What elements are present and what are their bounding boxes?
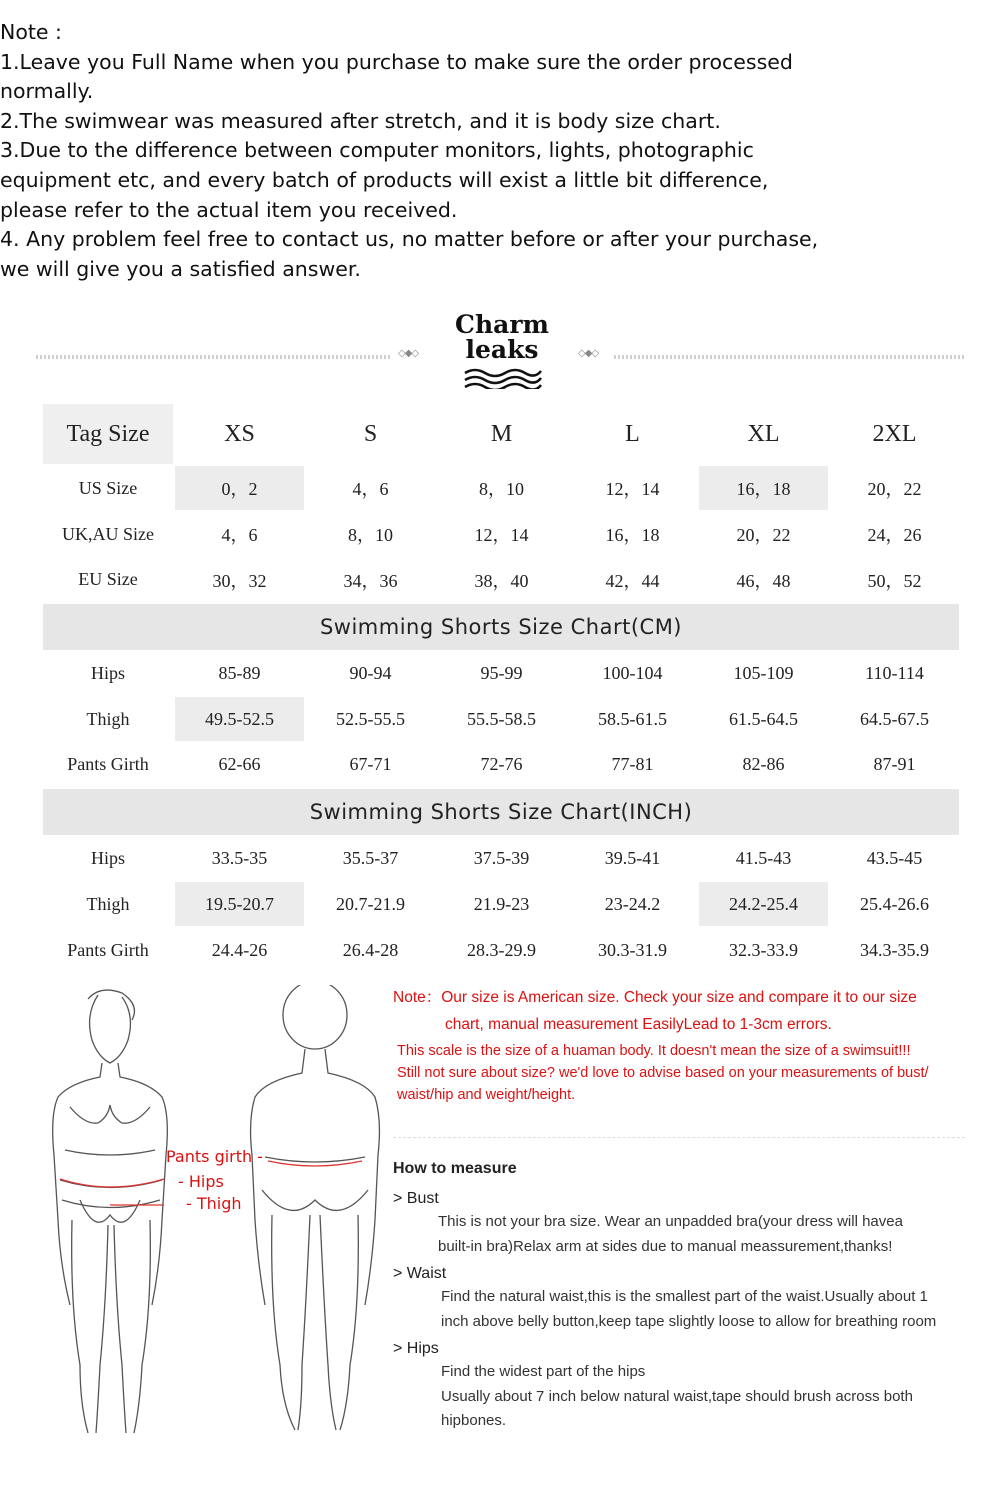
size-chart-table: [41, 402, 961, 974]
table-cell: 50，52: [829, 557, 960, 603]
note-heading: Note :: [0, 20, 62, 44]
bust-desc-1: This is not your bra size. Wear an unpadded bra(your dress will havea: [438, 1213, 903, 1230]
body-figure-illustration: [40, 985, 390, 1445]
table-cell: 0，2: [174, 465, 305, 511]
table-cell: 46，48: [698, 557, 829, 603]
table-cell: 58.5-61.5: [567, 696, 698, 742]
table-cell: 8，10: [305, 511, 436, 557]
table-cell: 87-91: [829, 742, 960, 788]
table-cell: 90-94: [305, 651, 436, 697]
divider-right: [614, 355, 964, 359]
row-label: US Size: [42, 465, 174, 511]
table-cell: 55.5-58.5: [436, 696, 567, 742]
table-cell: 33.5-35: [174, 836, 305, 882]
diamond-icon-right: ◇◆◇: [578, 348, 599, 359]
table-cell: 41.5-43: [698, 836, 829, 882]
dashed-divider: [393, 1137, 965, 1138]
notes-block: [0, 18, 820, 284]
table-cell: 12，14: [436, 511, 567, 557]
note-line-3: This scale is the size of a huaman body. It doesn't mean the size of a swimsuit!!!: [397, 1043, 911, 1059]
hips-desc-2: Usually about 7 inch below natural waist,tape should brush across both: [441, 1387, 913, 1405]
note-3: 3.Due to the difference between computer monitors, lights, photographic equipment etc, and every batch of products will exist a little bit difference, please refer to the actual item you received.: [0, 138, 769, 222]
table-cell: 20.7-21.9: [305, 881, 436, 927]
table-cell: 85-89: [174, 651, 305, 697]
table-cell: 95-99: [436, 651, 567, 697]
brand-logo-line2: leaks: [465, 335, 539, 364]
measurement-note: [393, 985, 993, 1106]
row-label: Thigh: [42, 881, 174, 927]
table-cell: 20，22: [698, 511, 829, 557]
table-cell: 30.3-31.9: [567, 927, 698, 973]
brand-header: [0, 312, 1000, 392]
waist-title: > Waist: [393, 1265, 447, 1282]
table-cell: 38，40: [436, 557, 567, 603]
header-cell: L: [567, 403, 698, 465]
table-row: [42, 742, 960, 788]
brand-logo-line1: Charm: [455, 310, 549, 339]
table-cell: 82-86: [698, 742, 829, 788]
table-cell: 26.4-28: [305, 927, 436, 973]
row-label: Pants Girth: [42, 927, 174, 973]
table-row: [42, 696, 960, 742]
table-row: [42, 465, 960, 511]
table-row: [42, 927, 960, 973]
diamond-icon-left: ◇◆◇: [398, 348, 419, 359]
table-cell: 37.5-39: [436, 836, 567, 882]
header-cell: XL: [698, 403, 829, 465]
table-cell: 49.5-52.5: [174, 696, 305, 742]
pants-girth-label: Pants girth -: [166, 1147, 264, 1166]
table-row: [42, 651, 960, 697]
section-title-cm: Swimming Shorts Size Chart(CM): [42, 603, 960, 651]
header-cell: 2XL: [829, 403, 960, 465]
section-row-inch: [42, 788, 960, 836]
header-cell: S: [305, 403, 436, 465]
table-cell: 62-66: [174, 742, 305, 788]
hips-label: - Hips: [178, 1172, 224, 1191]
table-cell: 16，18: [698, 465, 829, 511]
header-cell: Tag Size: [42, 403, 174, 465]
hips-desc-1: Find the widest part of the hips: [441, 1363, 646, 1380]
table-cell: 4，6: [305, 465, 436, 511]
table-cell: 20，22: [829, 465, 960, 511]
bust-desc-2: built-in bra)Relax arm at sides due to manual meassurement,thanks!: [438, 1237, 893, 1255]
brand-logo: [440, 312, 564, 362]
table-cell: 19.5-20.7: [174, 881, 305, 927]
table-cell: 35.5-37: [305, 836, 436, 882]
table-cell: 64.5-67.5: [829, 696, 960, 742]
howto-title: How to measure: [393, 1160, 517, 1177]
divider-left: [36, 355, 391, 359]
table-cell: 23-24.2: [567, 881, 698, 927]
table-row: [42, 557, 960, 603]
table-header-row: [42, 403, 960, 465]
table-cell: 67-71: [305, 742, 436, 788]
table-cell: 24.2-25.4: [698, 881, 829, 927]
table-cell: 39.5-41: [567, 836, 698, 882]
waist-desc-2: inch above belly button,keep tape slightly loose to allow for breathing room: [441, 1312, 937, 1330]
table-cell: 77-81: [567, 742, 698, 788]
how-to-measure: [393, 1160, 993, 1434]
note-1: 1.Leave you Full Name when you purchase to make sure the order processed normally.: [0, 49, 793, 104]
row-label: Pants Girth: [42, 742, 174, 788]
note-2: 2.The swimwear was measured after stretch, and it is body size chart.: [0, 108, 721, 133]
row-label: Hips: [42, 836, 174, 882]
table-cell: 61.5-64.5: [698, 696, 829, 742]
table-cell: 43.5-45: [829, 836, 960, 882]
section-row-cm: [42, 603, 960, 651]
table-cell: 21.9-23: [436, 881, 567, 927]
table-cell: 8，10: [436, 465, 567, 511]
table-cell: 34，36: [305, 557, 436, 603]
table-cell: 16，18: [567, 511, 698, 557]
header-cell: M: [436, 403, 567, 465]
table-cell: 24，26: [829, 511, 960, 557]
wave-icon: [463, 367, 543, 389]
table-cell: 24.4-26: [174, 927, 305, 973]
header-cell: XS: [174, 403, 305, 465]
table-cell: 30，32: [174, 557, 305, 603]
body-outline-icon: [40, 985, 390, 1445]
hips-desc-3: hipbones.: [441, 1412, 507, 1429]
table-cell: 100-104: [567, 651, 698, 697]
table-cell: 34.3-35.9: [829, 927, 960, 973]
table-row: [42, 881, 960, 927]
thigh-label: - Thigh: [186, 1194, 242, 1213]
note-4: 4. Any problem feel free to contact us, no matter before or after your purchase, we will give you a satisfied answer.: [0, 227, 819, 281]
table-cell: 52.5-55.5: [305, 696, 436, 742]
waist-desc-1: Find the natural waist,this is the smallest part of the waist.Usually about 1: [441, 1288, 928, 1305]
section-title-inch: Swimming Shorts Size Chart(INCH): [42, 788, 960, 836]
table-cell: 32.3-33.9: [698, 927, 829, 973]
table-cell: 25.4-26.6: [829, 881, 960, 927]
table-cell: 110-114: [829, 651, 960, 697]
table-cell: 105-109: [698, 651, 829, 697]
row-label: UK,AU Size: [42, 511, 174, 557]
note-line-2: chart, manual measurement EasilyLead to 1-3cm errors.: [445, 1015, 832, 1033]
row-label: EU Size: [42, 557, 174, 603]
row-label: Thigh: [42, 696, 174, 742]
table-cell: 42，44: [567, 557, 698, 603]
hips-title: > Hips: [393, 1340, 439, 1357]
note-line-4: Still not sure about size? we'd love to advise based on your measurements of bust/: [397, 1065, 929, 1081]
table-cell: 12，14: [567, 465, 698, 511]
bust-title: > Bust: [393, 1190, 439, 1207]
note-line-5: waist/hip and weight/height.: [397, 1087, 576, 1103]
table-cell: 72-76: [436, 742, 567, 788]
table-cell: 4，6: [174, 511, 305, 557]
note-line-1: Note：Our size is American size. Check your size and compare it to our size: [393, 989, 917, 1006]
table-row: [42, 836, 960, 882]
row-label: Hips: [42, 651, 174, 697]
table-cell: 28.3-29.9: [436, 927, 567, 973]
table-row: [42, 511, 960, 557]
